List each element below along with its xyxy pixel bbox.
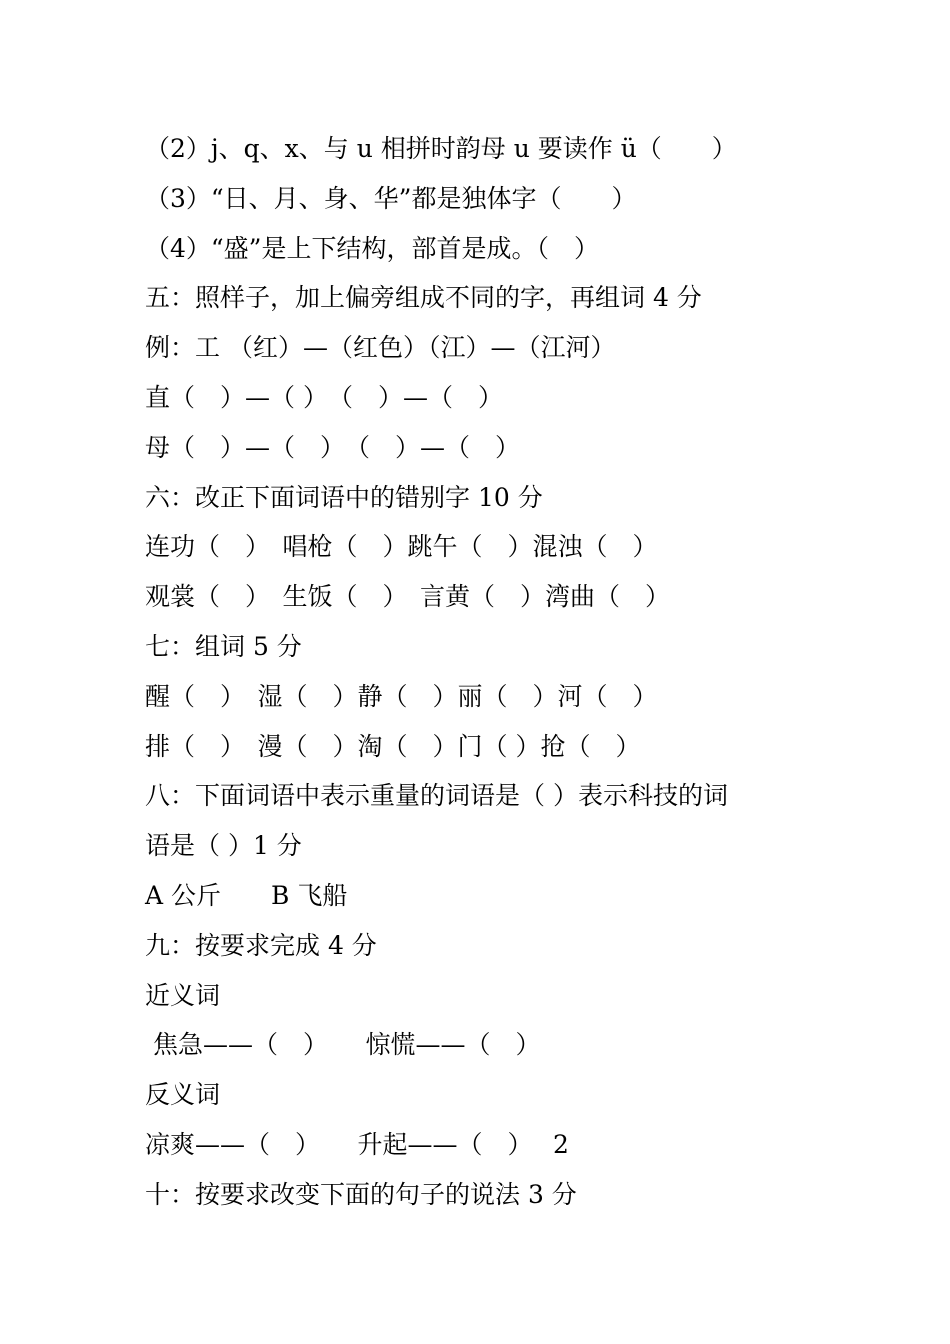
section-6-row-1: 连功（ ） 唱枪（ ）跳午（ ）混浊（ ） (145, 532, 658, 562)
section-5-example: 例：工 （红）—（红色）（江）—（江河） (145, 333, 616, 363)
worksheet-body (145, 124, 825, 1220)
section-5-heading: 五：照样子，加上偏旁组成不同的字，再组词 4 分 (145, 283, 702, 313)
synonyms-label: 近义词 (145, 980, 221, 1010)
section-5-row-zhi: 直（ ）—（ ） （ ）—（ ） (145, 382, 503, 412)
question-4-item-3: （3）“日、月、身、华”都是独体字（ ） (145, 183, 637, 213)
section-9-heading: 九：按要求完成 4 分 (145, 930, 377, 960)
question-4-item-2: （2）j、q、x、与 u 相拼时韵母 u 要读作 ü（ ） (145, 134, 737, 163)
question-4-item-4: （4）“盛”是上下结构，部首是成。（ ） (145, 233, 599, 263)
section-6-heading: 六：改正下面词语中的错别字 10 分 (145, 482, 543, 512)
antonyms-label: 反义词 (145, 1080, 221, 1110)
section-10-heading: 十：按要求改变下面的句子的说法 3 分 (145, 1179, 577, 1209)
antonyms-row: 凉爽——（ ） 升起——（ ） 2 (145, 1129, 569, 1159)
section-8-question: 八：下面词语中表示重量的词语是（ ）表示科技的词 (145, 781, 728, 811)
section-6-row-2: 观裳（ ） 生饭（ ） 言黄（ ）湾曲（ ） (145, 582, 671, 612)
section-5-row-mu: 母（ ）—（ ） （ ）—（ ） (145, 432, 521, 462)
section-7-heading: 七：组词 5 分 (145, 631, 302, 661)
section-7-row-2: 排（ ） 漫（ ）淘（ ）门（ ）抢（ ） (145, 731, 641, 761)
section-7-row-1: 醒（ ） 湿（ ）静（ ）丽（ ）河（ ） (145, 681, 658, 711)
synonyms-row: 焦急——（ ） 惊慌——（ ） (145, 1030, 541, 1060)
section-8-question-cont: 语是（ ）1 分 (145, 831, 302, 861)
section-8-options: A 公斤 B 飞船 (145, 880, 348, 910)
